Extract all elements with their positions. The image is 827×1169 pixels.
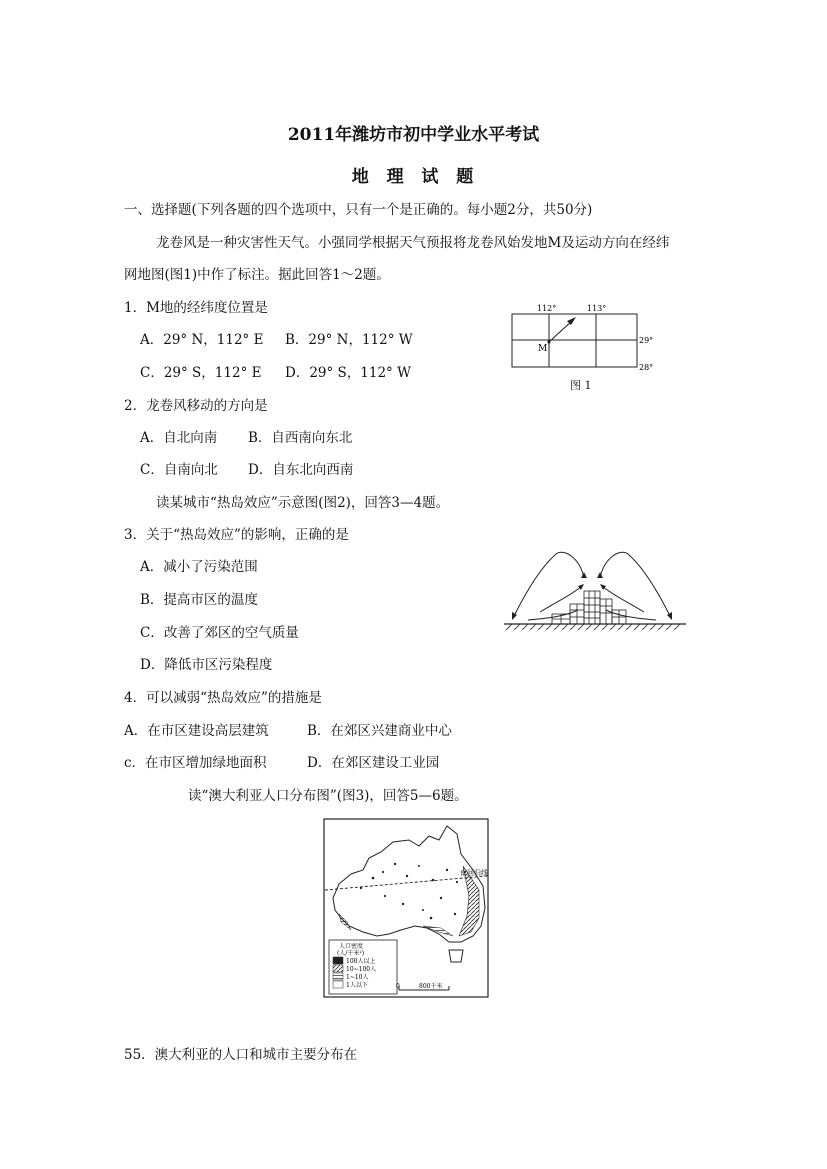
q1-option-c: C．29° S，112° E <box>140 365 262 381</box>
ground-hatching <box>506 624 680 630</box>
legend-label-100plus: 100人以上 <box>346 958 376 965</box>
exam-title: 2011年潍坊市初中学业水平考试 <box>287 125 540 145</box>
intro-paragraph-2: 读某城市“热岛效应”示意图(图2)，回答3—4题。 <box>156 495 450 511</box>
q3-option-a: A．减小了污染范围 <box>140 559 258 575</box>
q2-option-b: B．自西南向东北 <box>248 430 353 446</box>
legend-unit: (人/千米²) <box>337 950 365 957</box>
intro-paragraph-3: 读“澳大利亚人口分布图”(图3)，回答5—6题。 <box>188 788 468 804</box>
label-m: M <box>538 344 548 354</box>
exam-subtitle: 地 理 试 题 <box>351 167 476 187</box>
point-m-marker <box>547 340 550 343</box>
q4-stem: 4．可以减弱“热岛效应”的措施是 <box>124 690 322 706</box>
q2-option-c: C．自南向北 <box>140 462 218 478</box>
q2-option-d: D．自东北向西南 <box>248 462 354 478</box>
legend-swatch-10-100 <box>333 965 343 972</box>
figure-2-heat-island <box>500 544 690 636</box>
intro-paragraph-1-cont: 网地图(图1)中作了标注。据此回答1～2题。 <box>124 267 390 283</box>
q4-option-b: B．在郊区兴建商业中心 <box>307 723 452 739</box>
figure-1-caption: 图 1 <box>570 379 592 392</box>
airflow-arrows <box>514 552 670 620</box>
figure-3-australia-map <box>323 818 489 998</box>
arrow-head-icons <box>512 572 672 620</box>
q2-stem: 2．龙卷风移动的方向是 <box>124 398 268 414</box>
tropic-label: 南回归线 <box>460 869 488 877</box>
intro-paragraph-1: 龙卷风是一种灾害性天气。小强同学根据天气预报将龙卷风始发地M及运动方向在经纬 <box>156 235 670 251</box>
q1-option-d: D．29° S，112° W <box>285 365 411 381</box>
q3-option-b: B．提高市区的温度 <box>140 592 258 608</box>
q4-option-c: c．在市区增加绿地面积 <box>124 755 267 771</box>
scale-label: 800千米 <box>419 983 443 990</box>
q3-option-c: C．改善了郊区的空气质量 <box>140 625 299 641</box>
label-113: 113° <box>587 304 607 313</box>
legend-swatch-1-10 <box>333 973 343 980</box>
q1-stem: 1．M地的经纬度位置是 <box>124 300 268 316</box>
label-29: 29° <box>639 336 654 345</box>
legend-swatch-100plus <box>333 957 343 964</box>
q2-option-a: A．自北向南 <box>140 430 218 446</box>
city-buildings <box>552 591 626 624</box>
q3-stem: 3．关于“热岛效应”的影响，正确的是 <box>124 527 349 543</box>
label-28: 28° <box>639 363 654 372</box>
q3-option-d: D．降低市区污染程度 <box>140 657 273 673</box>
q4-option-a: A．在市区建设高层建筑 <box>124 723 269 739</box>
legend-title: 人口密度 <box>339 943 364 950</box>
q4-option-d: D．在郊区建设工业园 <box>307 755 440 771</box>
q5-stem: 55．澳大利亚的人口和城市主要分布在 <box>124 1047 358 1063</box>
scale-zero: 0 <box>396 983 400 990</box>
section-heading: 一、选择题(下列各题的四个选项中，只有一个是正确的。每小题2分，共50分) <box>124 202 593 218</box>
label-112: 112° <box>537 304 557 313</box>
legend-swatch-below-1 <box>333 981 343 988</box>
q1-option-b: B．29° N，112° W <box>285 332 413 348</box>
legend-label-10-100: 10~100人 <box>346 966 377 973</box>
legend-label-1-10: 1~10人 <box>346 974 369 981</box>
q1-option-a: A．29° N，112° E <box>140 332 264 348</box>
legend-label-below-1: 1人以下 <box>346 982 368 989</box>
